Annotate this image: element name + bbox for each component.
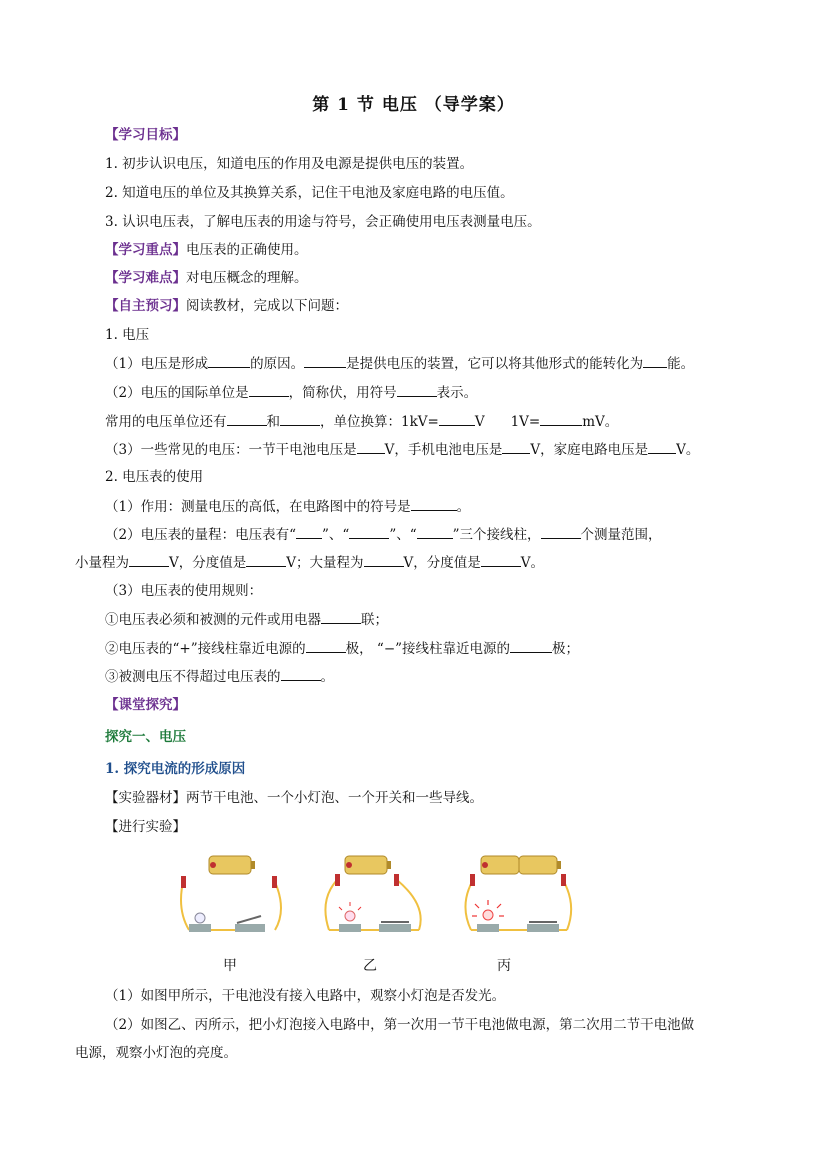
bulb-base	[189, 924, 211, 932]
r2-text-a: ②电压表的“+”接线柱靠近电源的	[105, 641, 306, 657]
blank-field	[306, 638, 346, 653]
step-2-line-1: （2）如图乙、丙所示，把小灯泡接入电路中，第一次用一节干电池做电源，第二次用二节干电池做	[105, 1017, 695, 1033]
blank-field	[246, 552, 286, 567]
page-title: 第 1 节 电压 （导学案）	[312, 95, 515, 115]
blank-field	[417, 524, 453, 539]
section-voltage-title: 1. 电压	[105, 327, 150, 343]
r3-text-a: ③被测电压不得超过电压表的	[105, 669, 281, 685]
figure-caption-a: 甲	[223, 958, 237, 974]
question-2-units	[105, 411, 618, 432]
blank-field	[643, 353, 667, 368]
q3-text-d: V。	[676, 442, 700, 458]
q3-text-a: （3）一些常见的电压：一节干电池电压是	[105, 442, 357, 458]
blank-field	[280, 411, 320, 426]
preview-intro	[105, 296, 348, 316]
q3-text-c: V，家庭电路电压是	[530, 442, 649, 458]
blank-field	[411, 496, 457, 511]
bulb-icon	[195, 913, 205, 923]
r2-text-c: 极；	[552, 641, 580, 657]
usage-3: （3）电压表的使用规则：	[105, 583, 263, 599]
r2-text-b: 极， “−”接线柱靠近电源的	[345, 641, 511, 657]
rule-2	[105, 638, 579, 659]
u2-text-j: V。	[520, 555, 544, 571]
u2-text-f: 小量程为	[75, 555, 129, 571]
blank-field	[439, 411, 475, 426]
rule-1	[105, 609, 388, 630]
usage-1	[105, 496, 470, 517]
blank-field	[541, 524, 581, 539]
switch-icon	[235, 924, 265, 932]
preview-header: 【自主预习】	[105, 298, 186, 314]
preview-intro-text: 阅读教材，完成以下问题：	[186, 298, 348, 314]
blank-field	[397, 382, 437, 397]
key-point-header: 【学习重点】	[105, 242, 186, 258]
step-1: （1）如图甲所示，干电池没有接入电路中，观察小灯泡是否发光。	[105, 988, 506, 1004]
switch-icon	[527, 924, 559, 932]
key-point-text: 电压表的正确使用。	[186, 242, 308, 258]
blank-field	[357, 439, 385, 454]
q2-text-h: 1V=	[510, 414, 541, 430]
objectives-header: 【学习目标】	[105, 127, 186, 143]
circuit-figure-c	[455, 850, 585, 945]
rule-3	[105, 666, 334, 687]
switch-icon	[379, 924, 411, 932]
blank-field	[129, 552, 169, 567]
u2-text-g: V，分度值是	[169, 555, 247, 571]
blank-field	[349, 524, 389, 539]
inquiry-item: 1. 探究电流的形成原因	[105, 761, 246, 777]
r1-text-b: 联；	[361, 612, 388, 628]
wire	[181, 882, 189, 930]
blank-field	[510, 638, 552, 653]
bulb-icon	[345, 911, 355, 921]
blank-field	[227, 411, 267, 426]
u2-text-a: （2）电压表的量程：电压表有“	[105, 527, 296, 543]
q2-text-b: ，简称伏，用符号	[288, 385, 397, 401]
objective-item-3: 3. 认识电压表，了解电压表的用途与符号，会正确使用电压表测量电压。	[105, 214, 541, 230]
step-2-line-2: 电源，观察小灯泡的亮度。	[75, 1045, 237, 1061]
materials: 【实验器材】两节干电池、一个小灯泡、一个开关和一些导线。	[105, 790, 483, 806]
blank-field	[502, 439, 530, 454]
q1-text-d: 能。	[667, 356, 695, 372]
u2-text-c: ”、“	[389, 527, 417, 543]
u2-text-b: ”、“	[322, 527, 350, 543]
q3-text-b: V，手机电池电压是	[384, 442, 503, 458]
inquiry-header: 【课堂探究】	[105, 697, 186, 713]
usage-2-ranges	[75, 552, 544, 573]
u2-text-d: ”三个接线柱，	[452, 527, 541, 543]
circuit-figure-b	[315, 850, 435, 945]
question-2	[105, 382, 477, 403]
q2-text-i: mV。	[582, 414, 619, 430]
section-voltmeter-title: 2. 电压表的使用	[105, 469, 204, 485]
blank-field	[540, 411, 582, 426]
key-point	[105, 240, 308, 260]
wire	[275, 882, 281, 930]
question-1	[105, 353, 694, 374]
difficulty-header: 【学习难点】	[105, 270, 186, 286]
u2-text-i: V，分度值是	[403, 555, 481, 571]
question-3	[105, 439, 699, 460]
objective-item-2: 2. 知道电压的单位及其换算关系，记住干电池及家庭电路的电压值。	[105, 185, 514, 201]
blank-field	[304, 353, 346, 368]
battery-icon	[519, 856, 557, 874]
inquiry-sub: 探究一、电压	[105, 729, 186, 745]
figure-caption-c: 丙	[497, 958, 511, 974]
bulb-icon	[483, 910, 493, 920]
blank-field	[249, 382, 289, 397]
blank-field	[481, 552, 521, 567]
q1-text-a: （1）电压是形成	[105, 356, 209, 372]
u1-text-a: （1）作用：测量电压的高低，在电路图中的符号是	[105, 499, 411, 515]
blank-field	[648, 439, 676, 454]
q1-text-b: 的原因。	[250, 356, 305, 372]
difficulty	[105, 268, 308, 288]
circuit-figure-a	[175, 850, 295, 945]
u2-text-e: 个测量范围，	[580, 527, 662, 543]
blank-field	[208, 353, 250, 368]
q2-text-c: 表示。	[436, 385, 478, 401]
q2-text-g: V	[474, 414, 485, 430]
difficulty-text: 对电压概念的理解。	[186, 270, 308, 286]
blank-field	[364, 552, 404, 567]
q2-text-f: ，单位换算：1kV=	[320, 414, 439, 430]
blank-field	[281, 666, 321, 681]
usage-2	[105, 524, 662, 545]
q2-text-d: 常用的电压单位还有	[105, 414, 227, 430]
u1-text-b: 。	[456, 499, 471, 515]
q2-text-e: 和	[266, 414, 280, 430]
q2-text-a: （2）电压的国际单位是	[105, 385, 249, 401]
r1-text-a: ①电压表必须和被测的元件或用电器	[105, 612, 321, 628]
blank-field	[296, 524, 322, 539]
figure-caption-b: 乙	[363, 958, 377, 974]
blank-field	[321, 609, 361, 624]
experiment-header: 【进行实验】	[105, 819, 186, 835]
u2-text-h: V；大量程为	[286, 555, 364, 571]
r3-text-b: 。	[320, 669, 334, 685]
q1-text-c: 是提供电压的装置，它可以将其他形式的能转化为	[346, 356, 644, 372]
objective-item-1: 1. 初步认识电压，知道电压的作用及电源是提供电压的装置。	[105, 156, 474, 172]
